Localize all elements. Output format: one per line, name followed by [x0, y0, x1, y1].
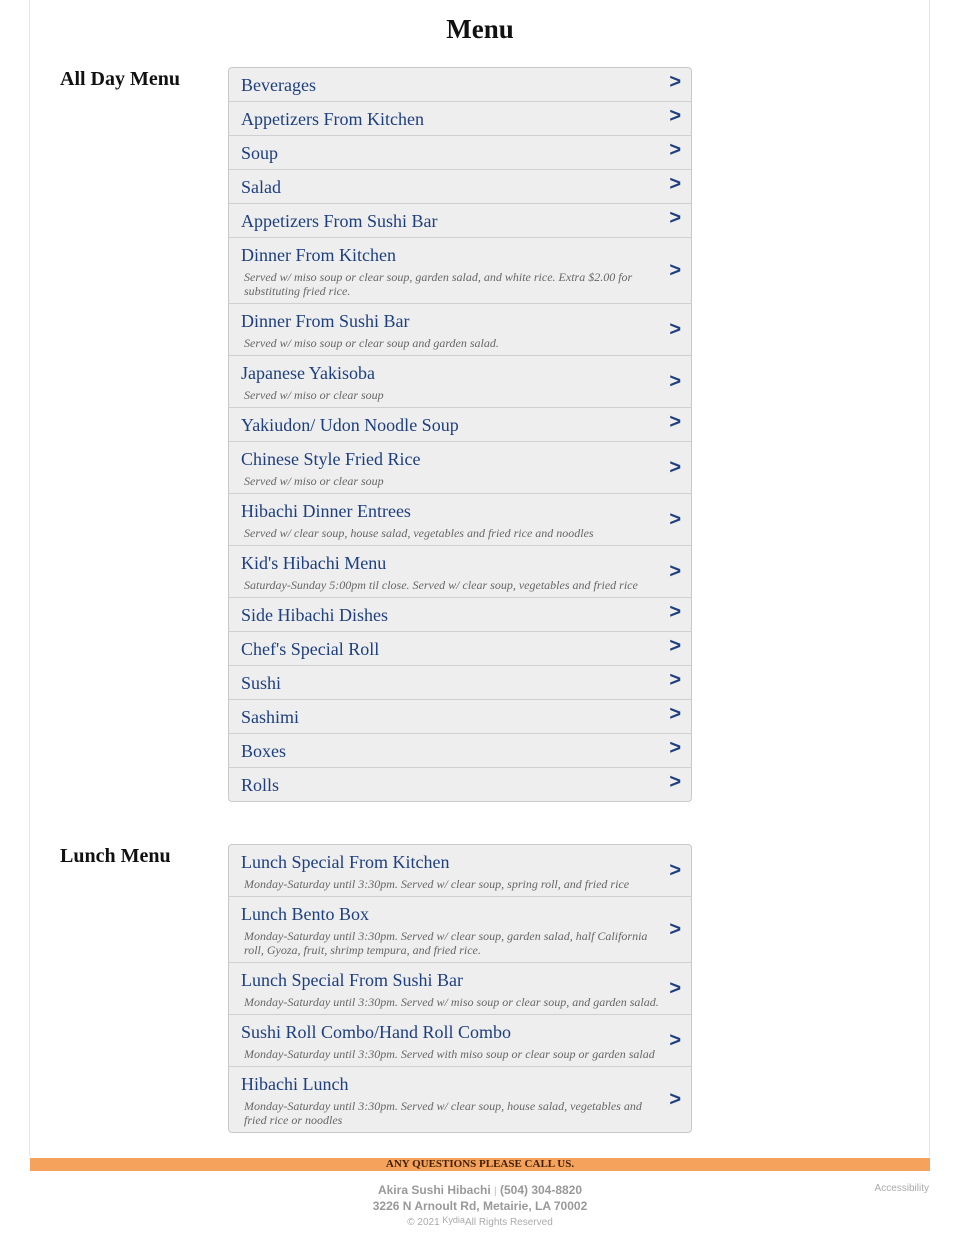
category-name[interactable]: Sushi Roll Combo/Hand Roll Combo — [241, 1022, 512, 1042]
menu-category-row[interactable] — [229, 545, 691, 597]
category-name[interactable]: Dinner From Kitchen — [241, 245, 396, 265]
menu-category-row[interactable] — [229, 355, 691, 407]
chevron-right-icon[interactable]: > — [669, 1088, 681, 1110]
category-description: Monday-Saturday until 3:30pm. Served w/ clear soup, garden salad, half California roll, Gyoza, fruit, shrimp tempura, and fried rice. — [244, 929, 648, 957]
category-description: Served w/ miso or clear soup — [244, 474, 384, 488]
category-name[interactable]: Lunch Bento Box — [241, 904, 369, 924]
menu-category-row[interactable] — [229, 407, 691, 441]
menu-category-row[interactable] — [229, 597, 691, 631]
chevron-right-icon[interactable]: > — [669, 370, 681, 392]
kydia-link[interactable]: Kydia — [442, 1215, 465, 1225]
chevron-right-icon[interactable]: > — [669, 411, 681, 433]
category-name[interactable]: Rolls — [241, 775, 280, 795]
menu-category-row[interactable] — [229, 845, 691, 896]
category-name[interactable]: Chef's Special Roll — [241, 639, 380, 659]
menu-category-row[interactable] — [229, 962, 691, 1014]
restaurant-name: Akira Sushi Hibachi — [377, 1183, 491, 1197]
category-list — [228, 67, 692, 802]
footer-separator: | — [494, 1186, 497, 1197]
chevron-right-icon[interactable]: > — [669, 139, 681, 161]
page-title: Menu — [446, 14, 514, 44]
category-name[interactable]: Soup — [241, 143, 279, 163]
chevron-right-icon[interactable]: > — [669, 207, 681, 229]
category-name[interactable]: Appetizers From Sushi Bar — [241, 211, 438, 231]
category-description: Served w/ clear soup, house salad, vegetables and fried rice and noodles — [244, 526, 594, 540]
category-name[interactable]: Hibachi Dinner Entrees — [241, 501, 411, 521]
section-title: All Day Menu — [60, 68, 180, 90]
category-name[interactable]: Appetizers From Kitchen — [241, 109, 424, 129]
category-description: Served w/ miso soup or clear soup, garden salad, and white rice. Extra $2.00 for substituting fried rice. — [244, 270, 633, 298]
chevron-right-icon[interactable]: > — [669, 105, 681, 127]
menu-category-row[interactable] — [229, 237, 691, 303]
category-name[interactable]: Japanese Yakisoba — [241, 363, 375, 383]
rights-text: All Rights Reserved — [464, 1217, 553, 1228]
category-description: Saturday-Sunday 5:00pm til close. Served w/ clear soup, vegetables and fried rice — [244, 578, 638, 592]
copyright: © 2021 — [407, 1217, 440, 1228]
menu-category-row[interactable] — [229, 101, 691, 135]
menu-category-row[interactable] — [229, 135, 691, 169]
chevron-right-icon[interactable]: > — [669, 601, 681, 623]
category-description: Served w/ miso soup or clear soup and garden salad. — [244, 336, 499, 350]
category-description: Monday-Saturday until 3:30pm. Served w/ clear soup, house salad, vegetables and fried rice or noodles — [244, 1099, 642, 1127]
menu-category-row[interactable] — [229, 303, 691, 355]
menu-category-row[interactable] — [229, 1014, 691, 1066]
menu-category-row[interactable] — [229, 169, 691, 203]
chevron-right-icon[interactable]: > — [669, 737, 681, 759]
menu-category-row[interactable] — [229, 896, 691, 962]
menu-category-row[interactable] — [229, 1066, 691, 1132]
chevron-right-icon[interactable]: > — [669, 703, 681, 725]
category-description: Monday-Saturday until 3:30pm. Served with miso soup or clear soup or garden salad — [244, 1047, 655, 1061]
chevron-right-icon[interactable]: > — [669, 560, 681, 582]
chevron-right-icon[interactable]: > — [669, 859, 681, 881]
category-description: Served w/ miso or clear soup — [244, 388, 384, 402]
category-name[interactable]: Kid's Hibachi Menu — [241, 553, 387, 573]
menu-category-row[interactable] — [229, 767, 691, 801]
category-name[interactable]: Dinner From Sushi Bar — [241, 311, 410, 331]
call-us-banner: ANY QUESTIONS PLEASE CALL US. — [30, 1158, 930, 1171]
chevron-right-icon[interactable]: > — [669, 918, 681, 940]
chevron-right-icon[interactable]: > — [669, 173, 681, 195]
category-name[interactable]: Side Hibachi Dishes — [241, 605, 388, 625]
category-name[interactable]: Salad — [241, 177, 281, 197]
category-name[interactable]: Chinese Style Fried Rice — [241, 449, 421, 469]
accessibility-link[interactable]: Accessibility — [874, 1183, 929, 1194]
category-name[interactable]: Yakiudon/ Udon Noodle Soup — [241, 415, 459, 435]
chevron-right-icon[interactable]: > — [669, 456, 681, 478]
chevron-right-icon[interactable]: > — [669, 977, 681, 999]
menu-category-row[interactable] — [229, 203, 691, 237]
category-name[interactable]: Beverages — [241, 75, 316, 95]
chevron-right-icon[interactable]: > — [669, 771, 681, 793]
chevron-right-icon[interactable]: > — [669, 71, 681, 93]
category-name[interactable]: Sushi — [241, 673, 282, 693]
chevron-right-icon[interactable]: > — [669, 635, 681, 657]
chevron-right-icon[interactable]: > — [669, 508, 681, 530]
menu-category-row[interactable] — [229, 631, 691, 665]
category-name[interactable]: Hibachi Lunch — [241, 1074, 349, 1094]
chevron-right-icon[interactable]: > — [669, 318, 681, 340]
category-name[interactable]: Sashimi — [241, 707, 300, 727]
address: 3226 N Arnoult Rd, Metairie, LA 70002 — [372, 1199, 588, 1213]
category-name[interactable]: Lunch Special From Kitchen — [241, 852, 450, 872]
category-description: Monday-Saturday until 3:30pm. Served w/ miso soup or clear soup, and garden salad. — [244, 995, 659, 1009]
menu-category-row[interactable] — [229, 493, 691, 545]
menu-category-row[interactable] — [229, 441, 691, 493]
category-name[interactable]: Lunch Special From Sushi Bar — [241, 970, 463, 990]
menu-category-row[interactable] — [229, 68, 691, 101]
footer — [0, 1183, 960, 1230]
category-list — [228, 844, 692, 1133]
section-title: Lunch Menu — [60, 845, 171, 867]
chevron-right-icon[interactable]: > — [669, 1029, 681, 1051]
category-description: Monday-Saturday until 3:30pm. Served w/ clear soup, spring roll, and fried rice — [244, 877, 630, 891]
menu-category-row[interactable] — [229, 665, 691, 699]
menu-category-row[interactable] — [229, 733, 691, 767]
chevron-right-icon[interactable]: > — [669, 259, 681, 281]
chevron-right-icon[interactable]: > — [669, 669, 681, 691]
category-name[interactable]: Boxes — [241, 741, 286, 761]
phone-number[interactable]: (504) 304-8820 — [499, 1183, 583, 1197]
menu-category-row[interactable] — [229, 699, 691, 733]
